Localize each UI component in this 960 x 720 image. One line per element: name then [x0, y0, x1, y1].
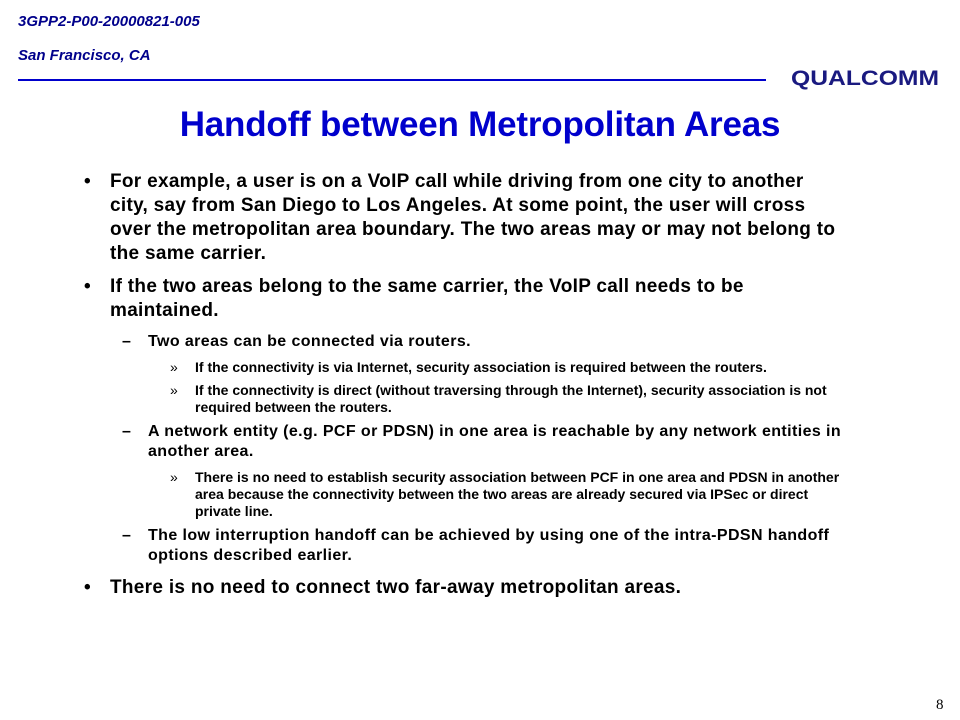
bullet-3-text: There is no need to connect two far-away metropolitan areas.: [110, 577, 682, 598]
document-id: 3GPP2-P00-20000821-005: [18, 13, 200, 30]
sub-bullet-a-text: Two areas can be connected via routers.: [148, 333, 471, 350]
bullet-3: [84, 576, 844, 600]
sub-sub-bullet-a1-text: If the connectivity is via Internet, security association is required between the routers.: [195, 359, 767, 375]
dash-marker: –: [122, 333, 132, 350]
sub-bullet-b-text: A network entity (e.g. PCF or PDSN) in one area is reachable by any network entities in another area.: [148, 423, 842, 460]
dash-marker: –: [122, 527, 132, 544]
bullet-2: [84, 275, 844, 323]
bullet-1: [84, 170, 844, 266]
chevron-marker: »: [170, 469, 178, 485]
sub-sub-bullet-b1: [170, 469, 844, 520]
bullet-marker: •: [84, 577, 91, 598]
meeting-location: San Francisco, CA: [18, 47, 151, 64]
qualcomm-logo-text: QUALCOMM: [791, 67, 939, 90]
bullet-marker: •: [84, 171, 91, 192]
sub-bullet-b: [122, 422, 844, 462]
bullet-marker: •: [84, 276, 91, 297]
sub-sub-bullet-b1-text: There is no need to establish security association between PCF in one area and PDSN in another area because the connectivity between the two areas are already secured via IPSec or direct private line.: [195, 469, 840, 519]
dash-marker: –: [122, 423, 132, 440]
sub-bullet-c: [122, 526, 844, 566]
page-number: 8: [936, 697, 944, 713]
sub-sub-bullet-a1: [170, 359, 844, 376]
sub-sub-bullet-a2-text: If the connectivity is direct (without traversing through the Internet), security association is not required between the routers.: [195, 382, 827, 415]
sub-sub-bullet-a2: [170, 382, 844, 416]
qualcomm-logo: [785, 58, 945, 100]
bullet-2-text: If the two areas belong to the same carrier, the VoIP call needs to be maintained.: [110, 276, 744, 321]
sub-bullet-a: [122, 332, 844, 352]
slide-content: [84, 170, 844, 609]
slide-title: Handoff between Metropolitan Areas: [179, 105, 781, 144]
chevron-marker: »: [170, 359, 178, 375]
chevron-marker: »: [170, 382, 178, 398]
header-rule: [18, 79, 766, 81]
sub-bullet-c-text: The low interruption handoff can be achieved by using one of the intra-PDSN handoff options described earlier.: [148, 527, 830, 564]
bullet-1-text: For example, a user is on a VoIP call while driving from one city to another city, say from San Diego to Los Angeles. At some point, the user will cross over the metropolitan area boundary. The two areas may or may not belong to the same carrier.: [110, 171, 836, 264]
